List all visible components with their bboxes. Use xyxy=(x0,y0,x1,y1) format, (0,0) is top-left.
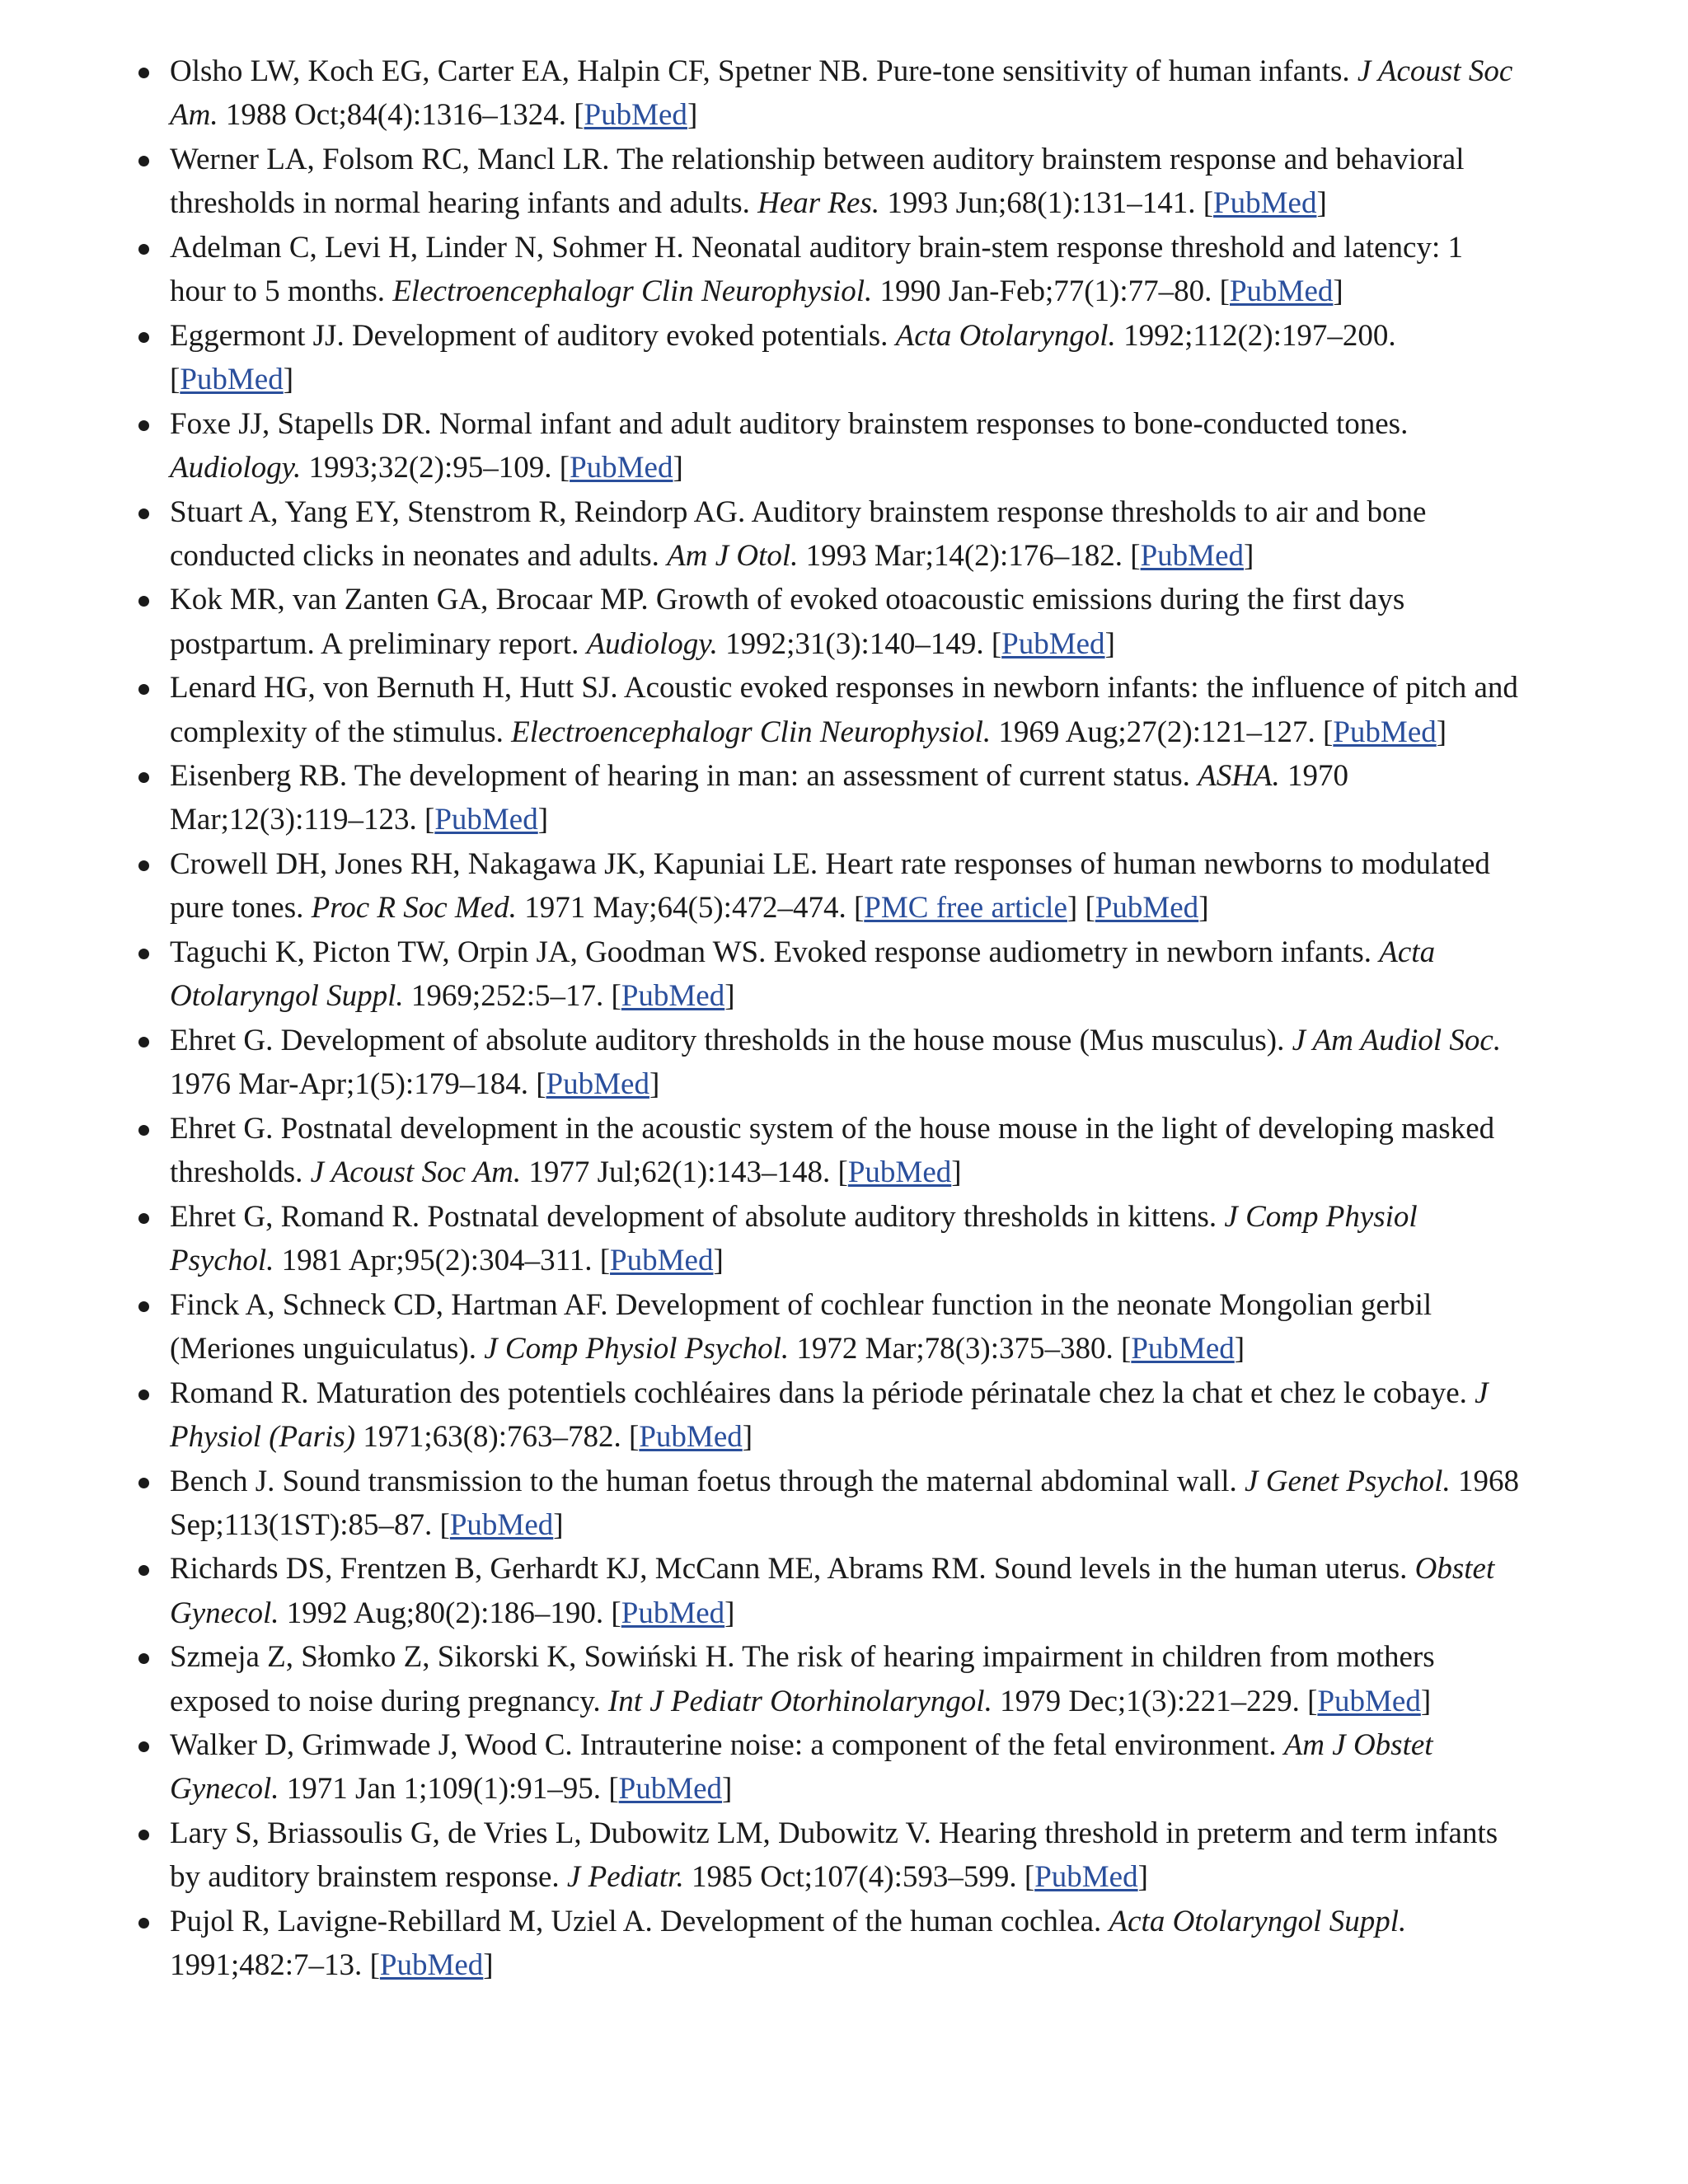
reference-item: Eisenberg RB. The development of hearing in man: an assessment of current status. ASHA. 1970 Mar;12(3):119–123. [PubMed] xyxy=(170,754,1522,841)
reference-journal: Acta Otolaryngol. xyxy=(895,318,1116,353)
reference-journal: Obstet Gynecol. xyxy=(170,1552,1495,1630)
pubmed-link[interactable]: PubMed xyxy=(639,1419,743,1454)
reference-details: 1992;112(2):197–200. xyxy=(1115,318,1396,353)
bullet-icon xyxy=(138,156,149,166)
reference-details: 1981 Apr;95(2):304–311. xyxy=(274,1243,600,1277)
pubmed-link[interactable]: PubMed xyxy=(180,362,284,396)
bullet-icon xyxy=(138,1565,149,1576)
bullet-icon xyxy=(138,244,149,255)
reference-details: 1979 Dec;1(3):221–229. xyxy=(992,1684,1308,1718)
pubmed-link[interactable]: PubMed xyxy=(1229,274,1334,309)
bullet-icon xyxy=(138,1653,149,1664)
pubmed-link[interactable]: PubMed xyxy=(1095,891,1199,926)
pubmed-link[interactable]: PubMed xyxy=(584,98,687,133)
reference-authors-title: Szmeja Z, Słomko Z, Sikorski K, Sowiński H. The risk of hearing impairment in children from mothers exposed to noise during pregnancy. xyxy=(170,1640,1435,1718)
reference-authors-title: Bench J. Sound transmission to the human foetus through the maternal abdominal wall. xyxy=(170,1464,1245,1498)
pubmed-link[interactable]: PubMed xyxy=(621,979,725,1014)
reference-journal: Electroencephalogr Clin Neurophysiol. xyxy=(392,274,873,309)
bullet-icon xyxy=(138,1125,149,1136)
reference-details: 1993 Jun;68(1):131–141. xyxy=(879,186,1203,221)
reference-journal: Acta Otolaryngol Suppl. xyxy=(1109,1905,1407,1939)
reference-journal: J Pediatr. xyxy=(566,1860,684,1895)
reference-item: Lary S, Briassoulis G, de Vries L, Dubowitz LM, Dubowitz V. Hearing threshold in preterm and term infants by auditory brainstem response. J Pediatr. 1985 Oct;107(4):593–599. [PubMed] xyxy=(170,1811,1522,1899)
reference-details: 1993 Mar;14(2):176–182. xyxy=(798,538,1131,573)
reference-item: Ehret G. Postnatal development in the acoustic system of the house mouse in the light of developing masked thresholds. J Acoust Soc Am. 1977 Jul;62(1):143–148. [PubMed] xyxy=(170,1107,1522,1194)
reference-journal: J Am Audiol Soc. xyxy=(1292,1023,1502,1057)
bullet-icon xyxy=(138,1213,149,1224)
reference-details: 1985 Oct;107(4):593–599. xyxy=(683,1860,1025,1895)
reference-authors-title: Finck A, Schneck CD, Hartman AF. Development of cochlear function in the neonate Mongolian gerbil (Meriones unguiculatus). xyxy=(170,1287,1432,1366)
reference-item: Kok MR, van Zanten GA, Brocaar MP. Growth of evoked otoacoustic emissions during the first days postpartum. A preliminary report. Audiology. 1992;31(3):140–149. [PubMed] xyxy=(170,578,1522,665)
reference-journal: J Physiol (Paris) xyxy=(170,1376,1489,1454)
reference-details: 1971;63(8):763–782. xyxy=(355,1419,630,1454)
pubmed-link[interactable]: PubMed xyxy=(1001,626,1105,661)
pubmed-link[interactable]: PubMed xyxy=(379,1948,484,1983)
reference-journal: J Acoust Soc Am. xyxy=(310,1155,522,1190)
reference-item: Ehret G, Romand R. Postnatal development of absolute auditory thresholds in kittens. J Comp Physiol Psychol. 1981 Apr;95(2):304–311. [PubMed] xyxy=(170,1195,1522,1282)
reference-details: 1976 Mar-Apr;1(5):179–184. xyxy=(170,1067,537,1102)
pubmed-link[interactable]: PubMed xyxy=(1213,186,1317,221)
reference-authors-title: Kok MR, van Zanten GA, Brocaar MP. Growth of evoked otoacoustic emissions during the first days postpartum. A preliminary report. xyxy=(170,583,1405,661)
reference-item: Olsho LW, Koch EG, Carter EA, Halpin CF, Spetner NB. Pure-tone sensitivity of human infants. J Acoust Soc Am. 1988 Oct;84(4):1316–1324. [PubMed] xyxy=(170,49,1522,137)
reference-item: Finck A, Schneck CD, Hartman AF. Development of cochlear function in the neonate Mongolian gerbil (Meriones unguiculatus). J Comp Physiol Psychol. 1972 Mar;78(3):375–380. [PubMed] xyxy=(170,1283,1522,1371)
reference-details: 1991;482:7–13. xyxy=(170,1948,370,1983)
pubmed-link[interactable]: PubMed xyxy=(847,1155,952,1190)
reference-item: Szmeja Z, Słomko Z, Sikorski K, Sowiński H. The risk of hearing impairment in children from mothers exposed to noise during pregnancy. Int J Pediatr Otorhinolaryngol. 1979 Dec;1(3):221–229. [PubMed] xyxy=(170,1635,1522,1722)
reference-journal: J Acoust Soc Am. xyxy=(170,54,1513,133)
reference-details: 1977 Jul;62(1):143–148. xyxy=(521,1155,838,1190)
reference-authors-title: Romand R. Maturation des potentiels cochléaires dans la période périnatale chez la chat et chez le cobaye. xyxy=(170,1376,1475,1410)
reference-item: Foxe JJ, Stapells DR. Normal infant and adult auditory brainstem responses to bone-conducted tones. Audiology. 1993;32(2):95–109. [PubMed] xyxy=(170,402,1522,490)
reference-authors-title: Olsho LW, Koch EG, Carter EA, Halpin CF, Spetner NB. Pure-tone sensitivity of human infants. xyxy=(170,54,1357,88)
reference-details: 1969 Aug;27(2):121–127. xyxy=(991,715,1324,749)
reference-journal: Acta Otolaryngol Suppl. xyxy=(170,935,1436,1014)
bullet-icon xyxy=(138,1390,149,1400)
reference-authors-title: Stuart A, Yang EY, Stenstrom R, Reindorp AG. Auditory brainstem response thresholds to air and bone conducted clicks in neonates and adults. xyxy=(170,494,1427,573)
pubmed-link[interactable]: PubMed xyxy=(610,1243,714,1277)
bullet-icon xyxy=(138,68,149,78)
reference-authors-title: Foxe JJ, Stapells DR. Normal infant and adult auditory brainstem responses to bone-conducted tones. xyxy=(170,406,1409,441)
pubmed-link[interactable]: PubMed xyxy=(434,803,538,837)
pmc-free-article-link[interactable]: PMC free article xyxy=(864,891,1067,926)
reference-authors-title: Walker D, Grimwade J, Wood C. Intrauterine noise: a component of the fetal environment. xyxy=(170,1728,1284,1763)
reference-list xyxy=(170,49,1522,1988)
bullet-icon xyxy=(138,1741,149,1752)
bullet-icon xyxy=(138,1478,149,1488)
reference-authors-title: Pujol R, Lavigne-Rebillard M, Uziel A. Development of the human cochlea. xyxy=(170,1905,1109,1939)
pubmed-link[interactable]: PubMed xyxy=(1317,1684,1421,1718)
reference-item: Bench J. Sound transmission to the human foetus through the maternal abdominal wall. J Genet Psychol. 1968 Sep;113(1ST):85–87. [PubMed] xyxy=(170,1460,1522,1547)
reference-item: Adelman C, Levi H, Linder N, Sohmer H. Neonatal auditory brain-stem response threshold and latency: 1 hour to 5 months. Electroencephalogr Clin Neurophysiol. 1990 Jan-Feb;77(1):77–80. [PubMed] xyxy=(170,226,1522,313)
pubmed-link[interactable]: PubMed xyxy=(449,1507,554,1542)
reference-authors-title: Eggermont JJ. Development of auditory evoked potentials. xyxy=(170,318,896,353)
reference-item: Walker D, Grimwade J, Wood C. Intrauterine noise: a component of the fetal environment. Am J Obstet Gynecol. 1971 Jan 1;109(1):91–95. [PubMed] xyxy=(170,1723,1522,1811)
reference-details: 1988 Oct;84(4):1316–1324. xyxy=(218,98,574,133)
reference-item: Crowell DH, Jones RH, Nakagawa JK, Kapuniai LE. Heart rate responses of human newborns to modulated pure tones. Proc R Soc Med. 1971 May;64(5):472–474. [PMC free article] [PubMed] xyxy=(170,842,1522,930)
reference-details: 1970 Mar;12(3):119–123. xyxy=(170,759,1349,837)
reference-journal: Am J Obstet Gynecol. xyxy=(170,1728,1433,1807)
bullet-icon xyxy=(138,949,149,959)
bullet-icon xyxy=(138,1830,149,1840)
reference-authors-title: Crowell DH, Jones RH, Nakagawa JK, Kapuniai LE. Heart rate responses of human newborns to modulated pure tones. xyxy=(170,847,1490,926)
reference-details: 1993;32(2):95–109. xyxy=(301,450,560,485)
reference-details: 1968 Sep;113(1ST):85–87. xyxy=(170,1464,1519,1542)
reference-item: Lenard HG, von Bernuth H, Hutt SJ. Acoustic evoked responses in newborn infants: the influence of pitch and complexity of the stimulus. Electroencephalogr Clin Neurophysiol. 1969 Aug;27(2):121–127. [PubMed] xyxy=(170,666,1522,753)
reference-item: Richards DS, Frentzen B, Gerhardt KJ, McCann ME, Abrams RM. Sound levels in the human uterus. Obstet Gynecol. 1992 Aug;80(2):186–190. [PubMed] xyxy=(170,1547,1522,1634)
bullet-icon xyxy=(138,772,149,783)
pubmed-link[interactable]: PubMed xyxy=(1333,715,1437,749)
bullet-icon xyxy=(138,684,149,695)
reference-authors-title: Lary S, Briassoulis G, de Vries L, Dubowitz LM, Dubowitz V. Hearing threshold in preterm and term infants by auditory brainstem response. xyxy=(170,1816,1498,1895)
pubmed-link[interactable]: PubMed xyxy=(570,450,673,485)
bullet-icon xyxy=(138,332,149,343)
reference-item: Romand R. Maturation des potentiels cochléaires dans la période périnatale chez la chat et chez le cobaye. J Physiol (Paris) 1971;63(8):763–782. [PubMed] xyxy=(170,1371,1522,1459)
reference-item: Pujol R, Lavigne-Rebillard M, Uziel A. Development of the human cochlea. Acta Otolaryngol Suppl. 1991;482:7–13. [PubMed] xyxy=(170,1900,1522,1987)
reference-authors-title: Adelman C, Levi H, Linder N, Sohmer H. Neonatal auditory brain-stem response threshold and latency: 1 hour to 5 months. xyxy=(170,230,1464,309)
reference-item: Stuart A, Yang EY, Stenstrom R, Reindorp AG. Auditory brainstem response thresholds to air and bone conducted clicks in neonates and adults. Am J Otol. 1993 Mar;14(2):176–182. [PubMed] xyxy=(170,490,1522,578)
reference-details: 1969;252:5–17. xyxy=(403,979,612,1014)
pubmed-link[interactable]: PubMed xyxy=(1034,1860,1138,1895)
reference-details: 1971 May;64(5):472–474. xyxy=(516,891,854,926)
reference-authors-title: Richards DS, Frentzen B, Gerhardt KJ, McCann ME, Abrams RM. Sound levels in the human uterus. xyxy=(170,1552,1415,1586)
reference-journal: Audiology. xyxy=(170,450,302,485)
bullet-icon xyxy=(138,860,149,871)
bullet-icon xyxy=(138,1037,149,1047)
bullet-icon xyxy=(138,1301,149,1312)
reference-details: 1990 Jan-Feb;77(1):77–80. xyxy=(872,274,1220,309)
reference-details: 1972 Mar;78(3):375–380. xyxy=(789,1331,1122,1366)
reference-item: Taguchi K, Picton TW, Orpin JA, Goodman WS. Evoked response audiometry in newborn infants. Acta Otolaryngol Suppl. 1969;252:5–17. [PubMed] xyxy=(170,930,1522,1018)
reference-journal: J Comp Physiol Psychol. xyxy=(170,1199,1418,1277)
pubmed-link[interactable]: PubMed xyxy=(546,1067,649,1102)
reference-journal: Am J Otol. xyxy=(667,538,799,573)
reference-item: Ehret G. Development of absolute auditory thresholds in the house mouse (Mus musculus). J Am Audiol Soc. 1976 Mar-Apr;1(5):179–184. [PubMed] xyxy=(170,1019,1522,1106)
pubmed-link[interactable]: PubMed xyxy=(621,1596,725,1630)
reference-authors-title: Lenard HG, von Bernuth H, Hutt SJ. Acoustic evoked responses in newborn infants: the influence of pitch and complexity of the stimulus. xyxy=(170,671,1518,749)
reference-journal: Audiology. xyxy=(586,626,718,661)
bullet-icon xyxy=(138,420,149,431)
reference-details: 1992 Aug;80(2):186–190. xyxy=(279,1596,612,1630)
reference-authors-title: Ehret G, Romand R. Postnatal development of absolute auditory thresholds in kittens. xyxy=(170,1199,1225,1234)
bullet-icon xyxy=(138,1918,149,1929)
reference-details: 1971 Jan 1;109(1):91–95. xyxy=(279,1772,609,1807)
pubmed-link[interactable]: PubMed xyxy=(1131,1331,1235,1366)
reference-authors-title: Ehret G. Postnatal development in the acoustic system of the house mouse in the light of developing masked thresholds. xyxy=(170,1111,1495,1190)
pubmed-link[interactable]: PubMed xyxy=(1140,538,1245,573)
reference-journal: Int J Pediatr Otorhinolaryngol. xyxy=(607,1684,992,1718)
bullet-icon xyxy=(138,596,149,607)
pubmed-link[interactable]: PubMed xyxy=(618,1772,723,1807)
reference-details: 1992;31(3):140–149. xyxy=(717,626,992,661)
reference-journal: ASHA. xyxy=(1198,759,1280,794)
reference-item: Werner LA, Folsom RC, Mancl LR. The relationship between auditory brainstem response and behavioral thresholds in normal hearing infants and adults. Hear Res. 1993 Jun;68(1):131–141. [PubMed] xyxy=(170,138,1522,225)
bullet-icon xyxy=(138,509,149,519)
reference-authors-title: Eisenberg RB. The development of hearing in man: an assessment of current status. xyxy=(170,759,1198,794)
reference-journal: Hear Res. xyxy=(757,186,880,221)
reference-authors-title: Taguchi K, Picton TW, Orpin JA, Goodman WS. Evoked response audiometry in newborn infants. xyxy=(170,935,1380,970)
reference-item: Eggermont JJ. Development of auditory evoked potentials. Acta Otolaryngol. 1992;112(2):197–200. [PubMed] xyxy=(170,314,1522,401)
reference-authors-title: Ehret G. Development of absolute auditory thresholds in the house mouse (Mus musculus). xyxy=(170,1023,1292,1057)
reference-journal: J Genet Psychol. xyxy=(1245,1464,1451,1498)
reference-journal: J Comp Physiol Psychol. xyxy=(484,1331,790,1366)
reference-journal: Electroencephalogr Clin Neurophysiol. xyxy=(511,715,992,749)
reference-authors-title: Werner LA, Folsom RC, Mancl LR. The relationship between auditory brainstem response and behavioral thresholds in normal hearing infants and adults. xyxy=(170,142,1465,221)
reference-journal: Proc R Soc Med. xyxy=(311,891,517,926)
